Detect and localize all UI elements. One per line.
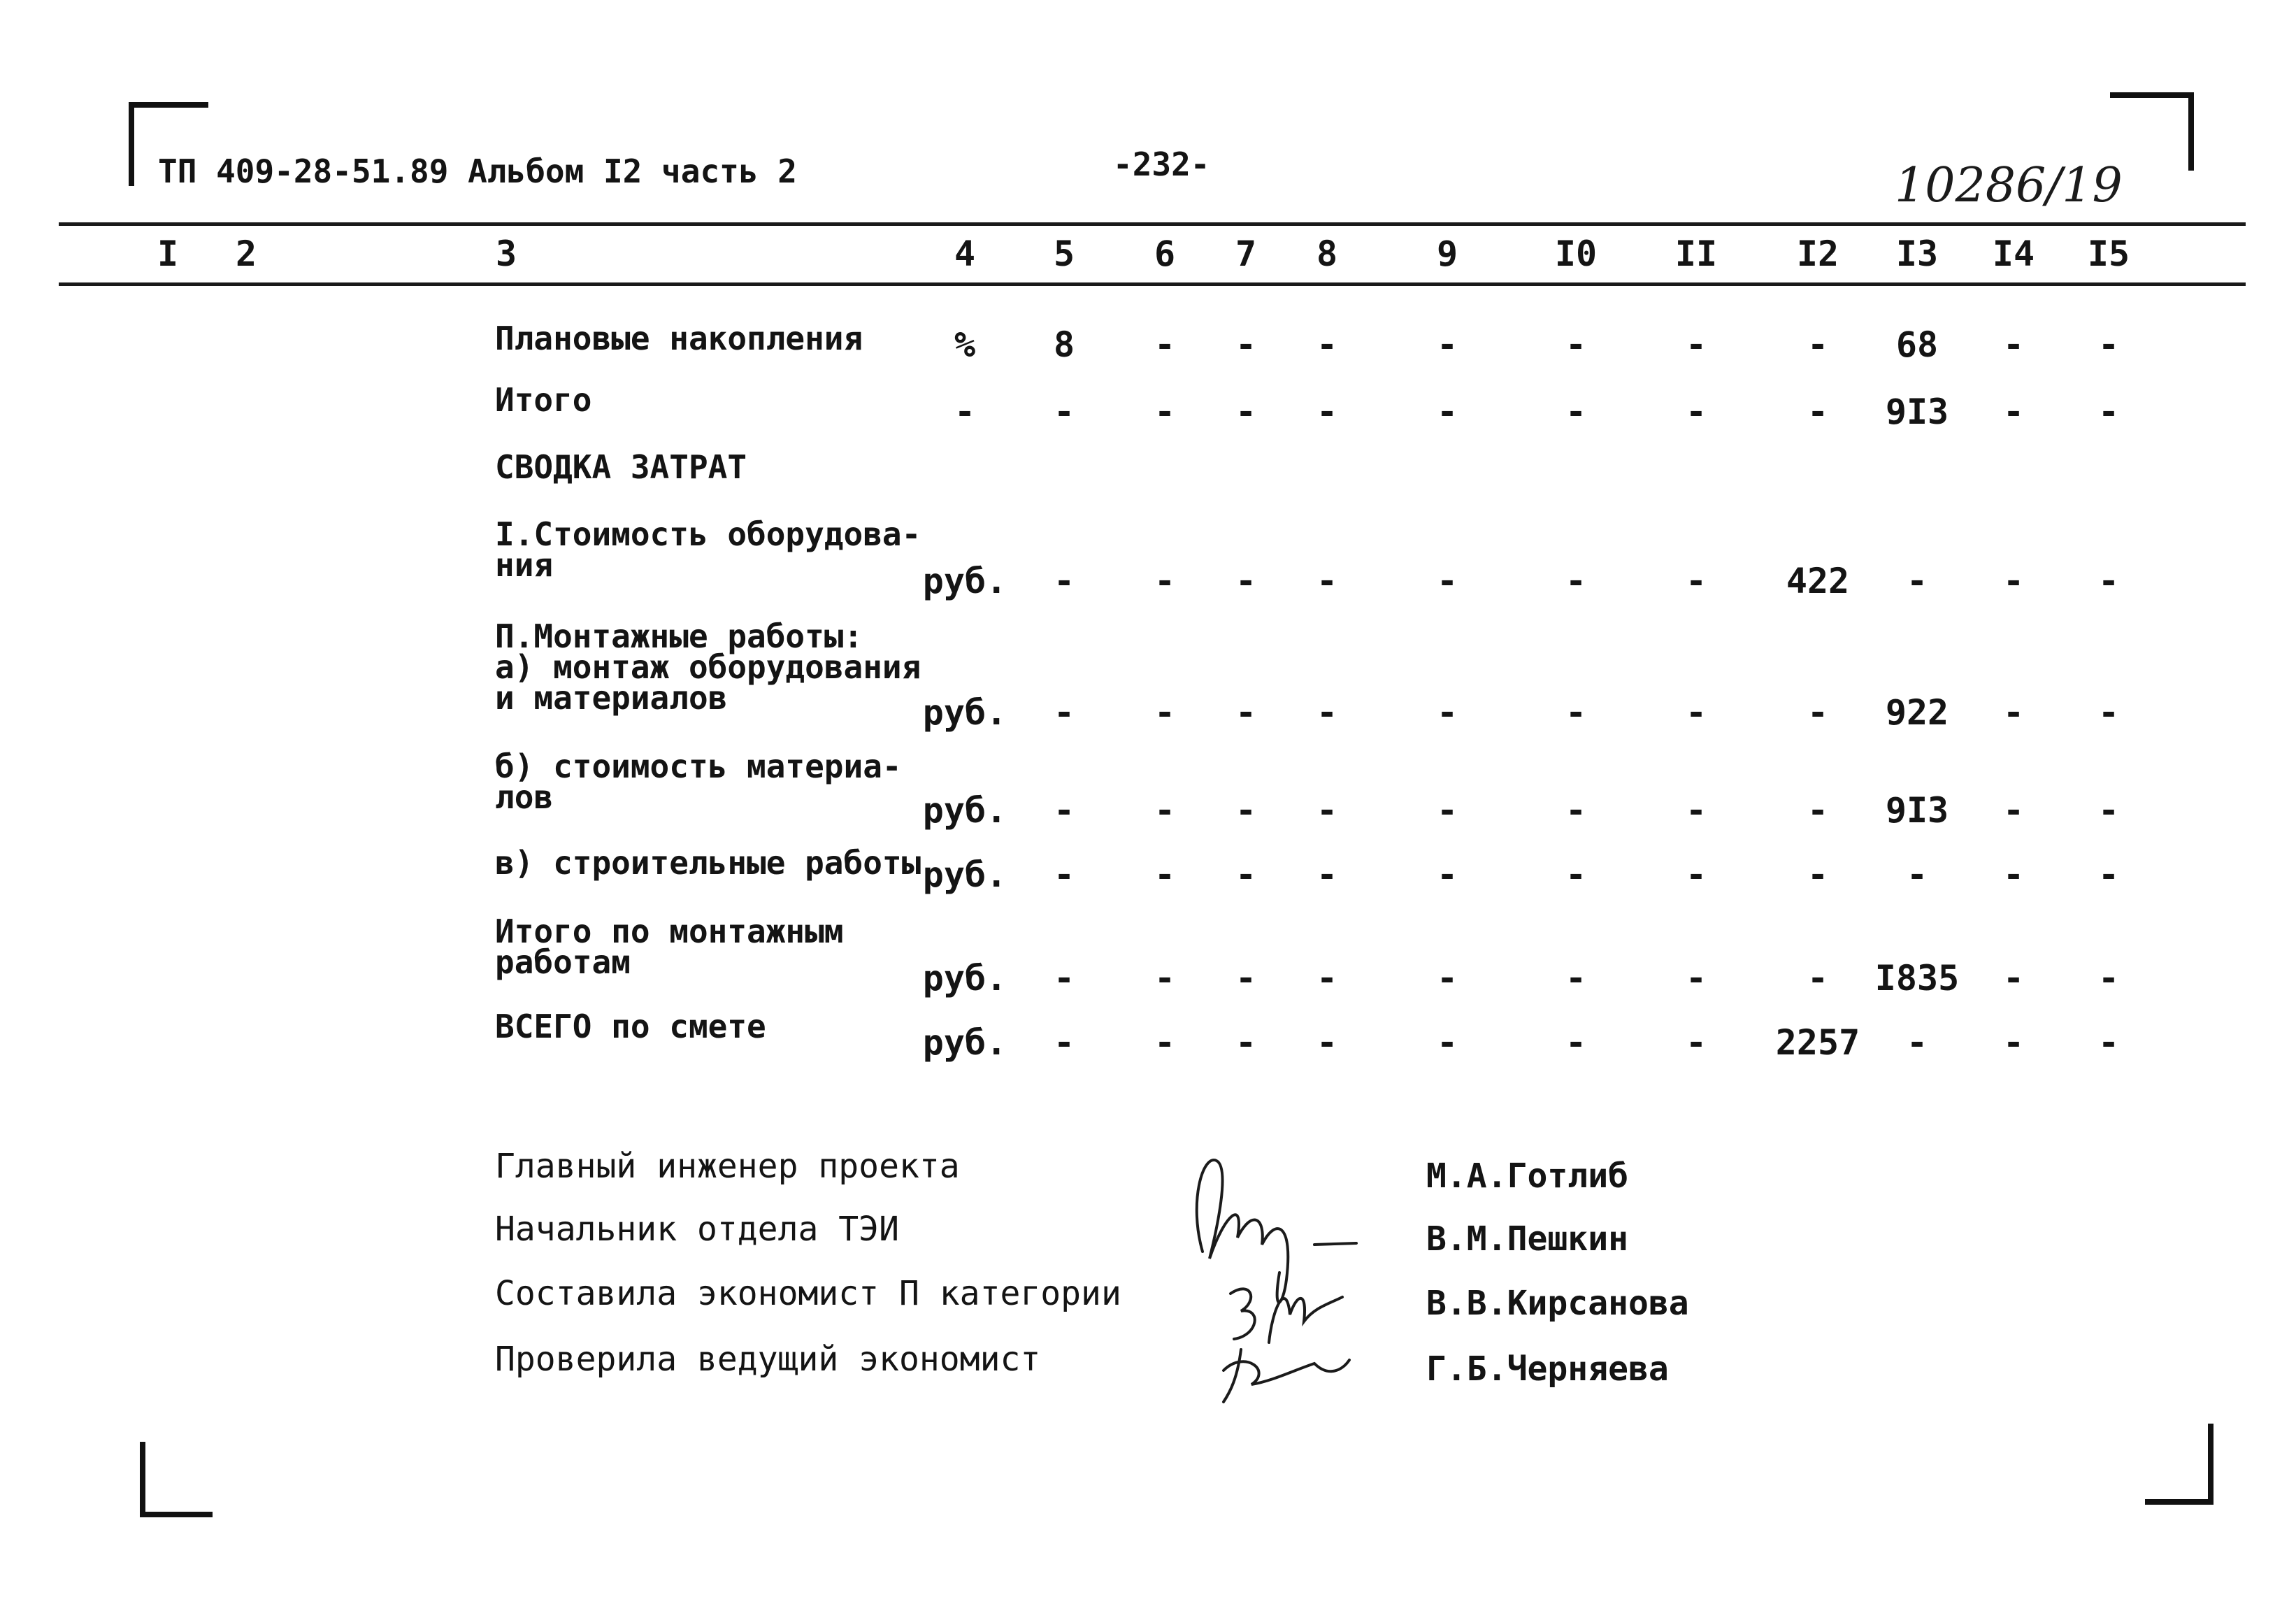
table-cell: - [1235, 324, 1257, 365]
table-cell: - [1685, 854, 1707, 895]
table-cell: - [1436, 392, 1458, 432]
table-cell: - [1565, 958, 1587, 998]
header-rule-top [59, 222, 2246, 226]
table-cell: 68 [1895, 324, 1939, 365]
table-cell: - [1235, 1022, 1257, 1063]
signatory-name: Г.Б.Черняева [1426, 1349, 1669, 1389]
table-cell: руб. [922, 692, 1007, 733]
table-cell: - [1316, 324, 1338, 365]
row-label: лов [495, 778, 554, 816]
table-cell: - [1053, 958, 1075, 998]
table-cell: - [1565, 790, 1587, 831]
table-cell: - [2097, 561, 2120, 601]
table-cell: - [1565, 692, 1587, 733]
table-cell: - [1154, 392, 1176, 432]
column-number: 4 [954, 234, 976, 274]
table-cell: - [1053, 692, 1075, 733]
signatory-role: Проверила ведущий экономист [495, 1340, 1041, 1379]
header-rule-bottom [59, 282, 2246, 286]
table-cell: - [1685, 1022, 1707, 1063]
table-cell: - [2097, 790, 2120, 831]
table-cell: - [2097, 392, 2120, 432]
table-cell: - [1436, 324, 1458, 365]
table-cell: - [1053, 561, 1075, 601]
signatory-name: В.М.Пешкин [1426, 1219, 1628, 1259]
table-cell: I835 [1874, 958, 1960, 998]
column-number: I [157, 234, 179, 274]
table-cell: - [1154, 1022, 1176, 1063]
row-label: и материалов [495, 679, 728, 717]
document-code: ТП 409-28-51.89 Альбом I2 часть 2 [158, 152, 797, 190]
column-number: I3 [1895, 234, 1939, 274]
table-cell: - [1685, 324, 1707, 365]
table-cell: - [1807, 692, 1829, 733]
table-cell: - [1685, 392, 1707, 432]
table-cell: - [1565, 854, 1587, 895]
table-cell: - [2097, 854, 2120, 895]
table-cell: - [1154, 958, 1176, 998]
table-cell: - [2002, 324, 2025, 365]
table-cell: - [2002, 790, 2025, 831]
table-cell: - [1807, 324, 1829, 365]
column-number: I0 [1554, 234, 1598, 274]
handwritten-signatures [1175, 1140, 1384, 1405]
table-cell: - [1154, 854, 1176, 895]
page-number: -232- [1113, 145, 1210, 183]
table-cell: - [1154, 790, 1176, 831]
table-cell: - [1565, 561, 1587, 601]
table-cell: 922 [1885, 692, 1949, 733]
table-cell: руб. [922, 958, 1007, 998]
archive-number: 10286/19 [1895, 158, 2123, 213]
table-cell: - [1316, 790, 1338, 831]
table-cell: - [1235, 958, 1257, 998]
row-label: П.Монтажные работы: [495, 617, 863, 655]
row-label: Плановые накопления [495, 320, 863, 357]
table-cell: - [1807, 790, 1829, 831]
table-cell: 8 [1053, 324, 1075, 365]
table-cell: 422 [1786, 561, 1850, 601]
table-cell: - [1685, 561, 1707, 601]
column-number: I4 [1992, 234, 2035, 274]
table-cell: - [1685, 790, 1707, 831]
table-cell: - [1906, 561, 1928, 601]
table-cell: - [1436, 958, 1458, 998]
table-cell: - [1154, 561, 1176, 601]
table-cell: 2257 [1775, 1022, 1860, 1063]
table-cell: - [1565, 324, 1587, 365]
table-cell: - [2002, 854, 2025, 895]
table-cell: - [1807, 854, 1829, 895]
row-label: ВСЕГО по смете [495, 1008, 766, 1045]
table-cell: - [1565, 392, 1587, 432]
table-cell: - [1235, 392, 1257, 432]
table-cell: - [1316, 1022, 1338, 1063]
table-cell: - [1436, 561, 1458, 601]
table-cell: руб. [922, 854, 1007, 895]
table-cell: - [2002, 561, 2025, 601]
table-cell: - [1685, 692, 1707, 733]
column-number: 8 [1316, 234, 1338, 274]
table-cell: - [1906, 1022, 1928, 1063]
table-cell: - [2097, 958, 2120, 998]
column-number: 2 [235, 234, 257, 274]
column-number: 5 [1053, 234, 1075, 274]
table-cell: - [1807, 392, 1829, 432]
table-cell: 9I3 [1885, 790, 1949, 831]
row-label: Итого по монтажным [495, 912, 844, 950]
signatory-role: Начальник отдела ТЭИ [495, 1210, 899, 1249]
table-cell: - [1316, 692, 1338, 733]
column-number: I5 [2087, 234, 2130, 274]
column-number: II [1674, 234, 1718, 274]
table-cell: - [1436, 790, 1458, 831]
row-label: а) монтаж оборудования [495, 648, 921, 686]
table-cell: - [1053, 392, 1075, 432]
table-cell: - [1053, 1022, 1075, 1063]
row-label: в) строительные работы [495, 844, 921, 882]
table-cell: - [2002, 692, 2025, 733]
table-cell: 9I3 [1885, 392, 1949, 432]
table-cell: - [1154, 692, 1176, 733]
table-cell: руб. [922, 1022, 1007, 1063]
row-label: работам [495, 943, 631, 981]
table-cell: - [2002, 958, 2025, 998]
table-cell: - [1235, 790, 1257, 831]
table-cell: - [2002, 392, 2025, 432]
table-cell: - [2097, 692, 2120, 733]
table-cell: % [954, 324, 976, 365]
table-cell: - [1685, 958, 1707, 998]
row-label: СВОДКА ЗАТРАТ [495, 448, 747, 486]
row-label: б) стоимость материа- [495, 747, 902, 785]
column-number: 9 [1436, 234, 1458, 274]
table-cell: - [1316, 561, 1338, 601]
table-cell: - [1436, 1022, 1458, 1063]
column-number: 6 [1154, 234, 1176, 274]
table-cell: руб. [922, 561, 1007, 601]
table-cell: - [2097, 324, 2120, 365]
table-cell: - [1316, 854, 1338, 895]
table-cell: - [2002, 1022, 2025, 1063]
table-cell: - [1235, 561, 1257, 601]
row-label: ния [495, 546, 554, 584]
table-cell: - [1053, 790, 1075, 831]
table-cell: - [1235, 854, 1257, 895]
signatory-name: М.А.Готлиб [1426, 1157, 1628, 1196]
column-number: 7 [1235, 234, 1257, 274]
signatory-role: Главный инженер проекта [495, 1147, 960, 1186]
table-cell: руб. [922, 790, 1007, 831]
table-cell: - [954, 392, 976, 432]
table-cell: - [1807, 958, 1829, 998]
signatory-role: Составила экономист П категории [495, 1274, 1121, 1313]
table-cell: - [1906, 854, 1928, 895]
table-cell: - [1316, 958, 1338, 998]
table-cell: - [2097, 1022, 2120, 1063]
table-cell: - [1565, 1022, 1587, 1063]
table-cell: - [1436, 692, 1458, 733]
table-cell: - [1316, 392, 1338, 432]
table-cell: - [1154, 324, 1176, 365]
signatory-name: В.В.Кирсанова [1426, 1284, 1689, 1323]
column-number: I2 [1796, 234, 1839, 274]
row-label: I.Стоимость оборудова- [495, 515, 921, 553]
row-label: Итого [495, 381, 592, 419]
table-cell: - [1235, 692, 1257, 733]
column-number: 3 [495, 234, 517, 274]
table-cell: - [1053, 854, 1075, 895]
table-cell: - [1436, 854, 1458, 895]
